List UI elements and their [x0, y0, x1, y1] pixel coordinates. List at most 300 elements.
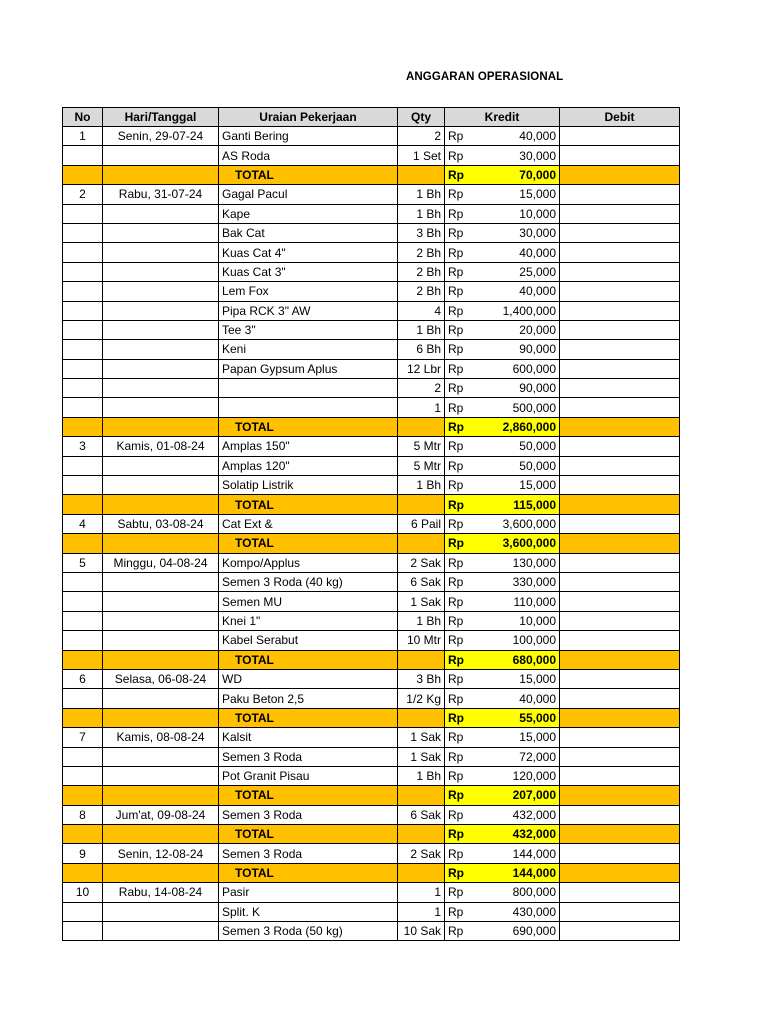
table-row — [63, 398, 680, 417]
cell-amount: 1,400,000 — [475, 301, 560, 320]
cell-amount: 40,000 — [475, 243, 560, 262]
cell-amount: 72,000 — [475, 747, 560, 766]
cell-day: Kamis, 08-08-24 — [103, 728, 219, 747]
cell-no — [63, 146, 103, 165]
cell-debit — [560, 301, 680, 320]
cell-day — [103, 495, 219, 514]
cell-qty — [398, 495, 445, 514]
cell-no — [63, 863, 103, 882]
cell-debit — [560, 708, 680, 727]
header-no: No — [63, 108, 103, 127]
currency-label: Rp — [445, 786, 475, 805]
header-qty: Qty — [398, 108, 445, 127]
cell-day: Jum'at, 09-08-24 — [103, 805, 219, 824]
table-row — [63, 301, 680, 320]
table-row — [63, 611, 680, 630]
currency-label: Rp — [445, 805, 475, 824]
cell-qty: 10 Mtr — [398, 631, 445, 650]
cell-debit — [560, 514, 680, 533]
table-row — [63, 243, 680, 262]
cell-day — [103, 146, 219, 165]
currency-label: Rp — [445, 456, 475, 475]
cell-debit — [560, 495, 680, 514]
cell-qty: 1 Bh — [398, 320, 445, 339]
cell-day — [103, 262, 219, 281]
currency-label: Rp — [445, 165, 475, 184]
cell-qty: 3 Bh — [398, 223, 445, 242]
cell-desc: Lem Fox — [219, 282, 398, 301]
cell-day: Minggu, 04-08-24 — [103, 553, 219, 572]
cell-no: 1 — [63, 127, 103, 146]
cell-no — [63, 592, 103, 611]
table-row — [63, 320, 680, 339]
cell-no — [63, 747, 103, 766]
cell-qty: 3 Bh — [398, 669, 445, 688]
cell-debit — [560, 631, 680, 650]
cell-no — [63, 786, 103, 805]
cell-desc: Kuas Cat 4" — [219, 243, 398, 262]
cell-desc: WD — [219, 669, 398, 688]
table-row — [63, 747, 680, 766]
cell-debit — [560, 883, 680, 902]
currency-label: Rp — [445, 766, 475, 785]
cell-qty: 6 Bh — [398, 340, 445, 359]
currency-label: Rp — [445, 825, 475, 844]
cell-desc: Kalsit — [219, 728, 398, 747]
table-row — [63, 766, 680, 785]
cell-no — [63, 825, 103, 844]
currency-label: Rp — [445, 514, 475, 533]
cell-no — [63, 243, 103, 262]
cell-amount: 130,000 — [475, 553, 560, 572]
cell-debit — [560, 689, 680, 708]
currency-label: Rp — [445, 437, 475, 456]
table-row — [63, 883, 680, 902]
total-label: TOTAL — [219, 786, 398, 805]
cell-desc: Semen 3 Roda — [219, 844, 398, 863]
cell-day — [103, 320, 219, 339]
cell-debit — [560, 127, 680, 146]
cell-debit — [560, 223, 680, 242]
currency-label: Rp — [445, 476, 475, 495]
cell-amount: 330,000 — [475, 572, 560, 591]
cell-debit — [560, 650, 680, 669]
cell-no — [63, 456, 103, 475]
cell-day — [103, 204, 219, 223]
table-row — [63, 282, 680, 301]
currency-label: Rp — [445, 301, 475, 320]
table-row — [63, 669, 680, 688]
cell-qty: 1 Sak — [398, 728, 445, 747]
cell-amount: 690,000 — [475, 922, 560, 941]
total-amount: 70,000 — [475, 165, 560, 184]
cell-day: Rabu, 31-07-24 — [103, 185, 219, 204]
cell-desc: Amplas 150" — [219, 437, 398, 456]
total-amount: 115,000 — [475, 495, 560, 514]
cell-no — [63, 495, 103, 514]
cell-desc: Pasir — [219, 883, 398, 902]
cell-qty: 5 Mtr — [398, 456, 445, 475]
cell-desc: Cat Ext & — [219, 514, 398, 533]
cell-day — [103, 456, 219, 475]
table-row — [63, 359, 680, 378]
cell-no — [63, 204, 103, 223]
cell-day — [103, 165, 219, 184]
cell-amount: 120,000 — [475, 766, 560, 785]
cell-no — [63, 165, 103, 184]
total-label: TOTAL — [219, 863, 398, 882]
cell-no — [63, 708, 103, 727]
cell-day — [103, 611, 219, 630]
cell-desc: Solatip Listrik — [219, 476, 398, 495]
cell-debit — [560, 262, 680, 281]
cell-amount: 15,000 — [475, 669, 560, 688]
cell-qty — [398, 417, 445, 436]
total-amount: 432,000 — [475, 825, 560, 844]
cell-day: Rabu, 14-08-24 — [103, 883, 219, 902]
cell-day — [103, 379, 219, 398]
table-row — [63, 223, 680, 242]
cell-desc: Kabel Serabut — [219, 631, 398, 650]
cell-no — [63, 223, 103, 242]
total-amount: 207,000 — [475, 786, 560, 805]
cell-desc: Semen 3 Roda — [219, 805, 398, 824]
cell-day — [103, 398, 219, 417]
cell-amount: 100,000 — [475, 631, 560, 650]
currency-label: Rp — [445, 883, 475, 902]
cell-no: 4 — [63, 514, 103, 533]
cell-no — [63, 320, 103, 339]
cell-qty: 6 Sak — [398, 572, 445, 591]
cell-amount: 3,600,000 — [475, 514, 560, 533]
table-row — [63, 922, 680, 941]
header-kredit: Kredit — [445, 108, 560, 127]
cell-amount: 15,000 — [475, 728, 560, 747]
cell-debit — [560, 359, 680, 378]
cell-no — [63, 650, 103, 669]
cell-day — [103, 340, 219, 359]
cell-no — [63, 359, 103, 378]
cell-debit — [560, 320, 680, 339]
cell-no — [63, 476, 103, 495]
cell-day — [103, 825, 219, 844]
total-row — [63, 825, 680, 844]
table-row — [63, 572, 680, 591]
cell-day — [103, 301, 219, 320]
cell-no — [63, 922, 103, 941]
cell-no — [63, 398, 103, 417]
cell-no: 7 — [63, 728, 103, 747]
cell-amount: 25,000 — [475, 262, 560, 281]
currency-label: Rp — [445, 572, 475, 591]
cell-day — [103, 359, 219, 378]
cell-day: Sabtu, 03-08-24 — [103, 514, 219, 533]
cell-qty: 1/2 Kg — [398, 689, 445, 708]
total-label: TOTAL — [219, 165, 398, 184]
cell-desc: Bak Cat — [219, 223, 398, 242]
cell-qty: 2 Bh — [398, 282, 445, 301]
cell-desc: Pot Granit Pisau — [219, 766, 398, 785]
cell-amount: 30,000 — [475, 223, 560, 242]
cell-amount: 10,000 — [475, 204, 560, 223]
cell-no — [63, 611, 103, 630]
cell-qty: 2 — [398, 127, 445, 146]
cell-desc: Kape — [219, 204, 398, 223]
cell-qty — [398, 786, 445, 805]
cell-day — [103, 747, 219, 766]
cell-day — [103, 592, 219, 611]
table-body — [63, 127, 680, 941]
cell-qty — [398, 650, 445, 669]
cell-qty — [398, 863, 445, 882]
cell-no — [63, 340, 103, 359]
cell-day — [103, 766, 219, 785]
cell-day — [103, 243, 219, 262]
cell-no: 6 — [63, 669, 103, 688]
cell-qty: 1 Bh — [398, 611, 445, 630]
table-row — [63, 514, 680, 533]
total-row — [63, 534, 680, 553]
table-row — [63, 379, 680, 398]
total-label: TOTAL — [219, 825, 398, 844]
cell-desc: Keni — [219, 340, 398, 359]
cell-amount: 50,000 — [475, 456, 560, 475]
cell-debit — [560, 825, 680, 844]
table-row — [63, 456, 680, 475]
cell-debit — [560, 902, 680, 921]
currency-label: Rp — [445, 669, 475, 688]
cell-day — [103, 708, 219, 727]
cell-amount: 800,000 — [475, 883, 560, 902]
cell-debit — [560, 340, 680, 359]
cell-desc — [219, 398, 398, 417]
currency-label: Rp — [445, 359, 475, 378]
table-row — [63, 805, 680, 824]
cell-debit — [560, 456, 680, 475]
sheet-title: ANGGARAN OPERASIONAL — [406, 71, 564, 83]
cell-qty — [398, 825, 445, 844]
total-row — [63, 495, 680, 514]
cell-qty: 1 — [398, 883, 445, 902]
currency-label: Rp — [445, 844, 475, 863]
total-row — [63, 165, 680, 184]
cell-amount: 40,000 — [475, 127, 560, 146]
cell-qty: 1 Sak — [398, 747, 445, 766]
total-amount: 680,000 — [475, 650, 560, 669]
cell-no — [63, 689, 103, 708]
cell-no: 3 — [63, 437, 103, 456]
total-amount: 2,860,000 — [475, 417, 560, 436]
cell-desc — [219, 379, 398, 398]
cell-desc: Kompo/Applus — [219, 553, 398, 572]
cell-no — [63, 417, 103, 436]
currency-label: Rp — [445, 863, 475, 882]
table-row — [63, 340, 680, 359]
cell-no: 9 — [63, 844, 103, 863]
cell-debit — [560, 417, 680, 436]
cell-debit — [560, 165, 680, 184]
currency-label: Rp — [445, 495, 475, 514]
cell-day: Senin, 29-07-24 — [103, 127, 219, 146]
cell-desc: Split. K — [219, 902, 398, 921]
currency-label: Rp — [445, 417, 475, 436]
cell-qty: 1 Sak — [398, 592, 445, 611]
total-amount: 3,600,000 — [475, 534, 560, 553]
cell-debit — [560, 379, 680, 398]
cell-debit — [560, 786, 680, 805]
cell-debit — [560, 766, 680, 785]
cell-debit — [560, 185, 680, 204]
currency-label: Rp — [445, 320, 475, 339]
cell-qty: 1 — [398, 398, 445, 417]
cell-amount: 90,000 — [475, 340, 560, 359]
cell-desc: Semen 3 Roda — [219, 747, 398, 766]
cell-amount: 600,000 — [475, 359, 560, 378]
cell-debit — [560, 922, 680, 941]
cell-qty: 1 Bh — [398, 476, 445, 495]
currency-label: Rp — [445, 689, 475, 708]
cell-desc: Semen MU — [219, 592, 398, 611]
table-row — [63, 689, 680, 708]
cell-day — [103, 863, 219, 882]
currency-label: Rp — [445, 747, 475, 766]
cell-qty: 1 Set — [398, 146, 445, 165]
header-day: Hari/Tanggal — [103, 108, 219, 127]
cell-debit — [560, 553, 680, 572]
cell-day — [103, 534, 219, 553]
cell-qty — [398, 534, 445, 553]
cell-desc: Amplas 120" — [219, 456, 398, 475]
cell-desc: Gagal Pacul — [219, 185, 398, 204]
cell-no: 10 — [63, 883, 103, 902]
cell-desc: Kuas Cat 3" — [219, 262, 398, 281]
cell-qty: 6 Pail — [398, 514, 445, 533]
cell-debit — [560, 863, 680, 882]
cell-qty: 1 Bh — [398, 204, 445, 223]
cell-no — [63, 534, 103, 553]
currency-label: Rp — [445, 340, 475, 359]
cell-no: 5 — [63, 553, 103, 572]
currency-label: Rp — [445, 534, 475, 553]
table-row — [63, 262, 680, 281]
cell-debit — [560, 282, 680, 301]
cell-no: 2 — [63, 185, 103, 204]
cell-amount: 500,000 — [475, 398, 560, 417]
table-row — [63, 902, 680, 921]
cell-debit — [560, 669, 680, 688]
cell-desc: Knei 1" — [219, 611, 398, 630]
cell-qty: 6 Sak — [398, 805, 445, 824]
currency-label: Rp — [445, 650, 475, 669]
cell-debit — [560, 534, 680, 553]
cell-qty: 10 Sak — [398, 922, 445, 941]
cell-day — [103, 902, 219, 921]
total-row — [63, 708, 680, 727]
cell-day — [103, 922, 219, 941]
cell-desc: Tee 3" — [219, 320, 398, 339]
cell-desc: Papan Gypsum Aplus — [219, 359, 398, 378]
cell-qty: 4 — [398, 301, 445, 320]
total-label: TOTAL — [219, 495, 398, 514]
cell-qty: 12 Lbr — [398, 359, 445, 378]
cell-desc: AS Roda — [219, 146, 398, 165]
table-row — [63, 146, 680, 165]
table-row — [63, 553, 680, 572]
cell-day — [103, 572, 219, 591]
total-row — [63, 417, 680, 436]
currency-label: Rp — [445, 204, 475, 223]
header-debit: Debit — [560, 108, 680, 127]
cell-day — [103, 689, 219, 708]
table-row — [63, 437, 680, 456]
header-row — [63, 108, 680, 127]
cell-amount: 90,000 — [475, 379, 560, 398]
cell-amount: 144,000 — [475, 844, 560, 863]
currency-label: Rp — [445, 708, 475, 727]
cell-debit — [560, 747, 680, 766]
cell-no — [63, 282, 103, 301]
currency-label: Rp — [445, 379, 475, 398]
cell-day — [103, 650, 219, 669]
cell-qty: 2 Sak — [398, 553, 445, 572]
currency-label: Rp — [445, 127, 475, 146]
cell-amount: 110,000 — [475, 592, 560, 611]
cell-desc: Pipa RCK 3" AW — [219, 301, 398, 320]
cell-qty — [398, 708, 445, 727]
currency-label: Rp — [445, 262, 475, 281]
currency-label: Rp — [445, 902, 475, 921]
table-row — [63, 631, 680, 650]
currency-label: Rp — [445, 922, 475, 941]
table-row — [63, 204, 680, 223]
cell-day — [103, 417, 219, 436]
cell-amount: 430,000 — [475, 902, 560, 921]
cell-debit — [560, 572, 680, 591]
cell-qty: 2 Sak — [398, 844, 445, 863]
table-row — [63, 844, 680, 863]
currency-label: Rp — [445, 398, 475, 417]
cell-day — [103, 786, 219, 805]
total-row — [63, 650, 680, 669]
cell-amount: 40,000 — [475, 282, 560, 301]
currency-label: Rp — [445, 728, 475, 747]
cell-desc: Ganti Bering — [219, 127, 398, 146]
currency-label: Rp — [445, 223, 475, 242]
cell-qty: 1 Bh — [398, 185, 445, 204]
cell-amount: 50,000 — [475, 437, 560, 456]
cell-amount: 15,000 — [475, 476, 560, 495]
total-label: TOTAL — [219, 417, 398, 436]
currency-label: Rp — [445, 185, 475, 204]
cell-amount: 432,000 — [475, 805, 560, 824]
total-row — [63, 786, 680, 805]
cell-debit — [560, 592, 680, 611]
total-label: TOTAL — [219, 708, 398, 727]
currency-label: Rp — [445, 146, 475, 165]
cell-debit — [560, 728, 680, 747]
cell-debit — [560, 844, 680, 863]
cell-day: Kamis, 01-08-24 — [103, 437, 219, 456]
table-row — [63, 476, 680, 495]
cell-debit — [560, 204, 680, 223]
cell-debit — [560, 243, 680, 262]
cell-debit — [560, 398, 680, 417]
total-amount: 144,000 — [475, 863, 560, 882]
currency-label: Rp — [445, 611, 475, 630]
cell-qty — [398, 165, 445, 184]
currency-label: Rp — [445, 592, 475, 611]
cell-desc: Semen 3 Roda (50 kg) — [219, 922, 398, 941]
